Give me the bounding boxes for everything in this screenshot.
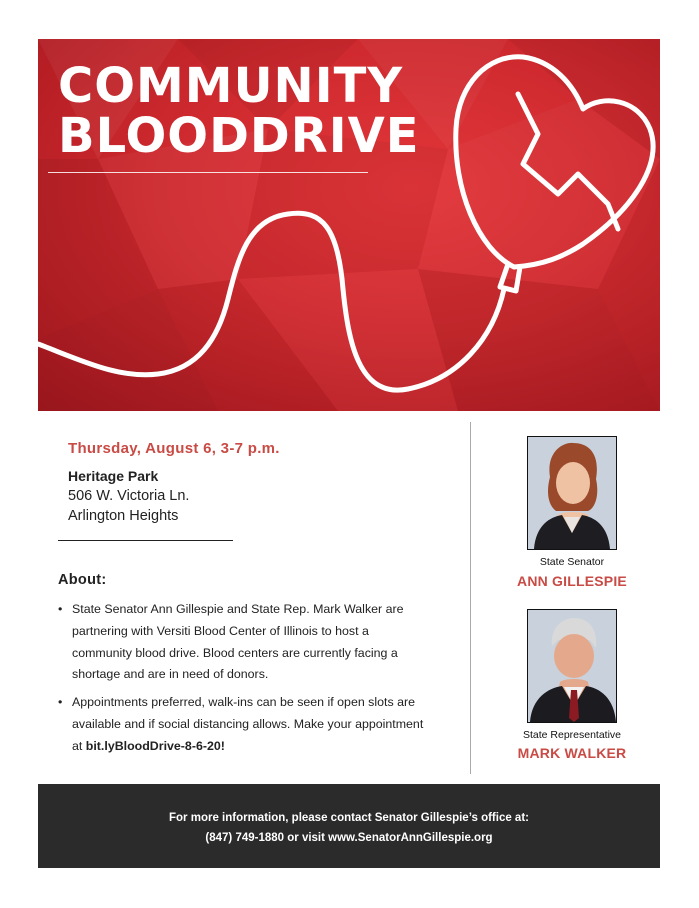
section-divider [58, 540, 233, 541]
event-date: Thursday, August 6, 3-7 p.m. [68, 440, 280, 457]
footer-line1: For more information, please contact Senator Gillespie’s office at: [169, 812, 529, 824]
about-bullet-2: Appointments preferred, walk-ins can be seen if open slots are available and if social distancing allows. Make your appointment at [72, 695, 424, 753]
event-address-line2: Arlington Heights [68, 508, 179, 524]
person-role: State Senator [539, 556, 605, 568]
column-divider [470, 422, 471, 774]
event-venue: Heritage Park [68, 468, 159, 484]
list-item [58, 599, 428, 686]
list-item [58, 692, 428, 757]
appointment-link[interactable]: bit.lyBloodDrive-8-6-20 [85, 738, 221, 753]
person-portrait-icon [528, 437, 616, 549]
bullet-icon: • [58, 695, 63, 710]
hero-title-line1: COMMUNITY [58, 58, 404, 114]
footer-contact [38, 784, 660, 868]
senator-photo [527, 436, 617, 550]
about-list [58, 599, 428, 764]
person-name: ANN GILLESPIE [517, 573, 627, 589]
event-address-line1: 506 W. Victoria Ln. [68, 488, 190, 504]
about-heading: About: [58, 572, 107, 588]
person-role: State Representative [522, 729, 622, 741]
bullet-icon: • [58, 602, 63, 616]
person-name: MARK WALKER [517, 745, 627, 761]
appointment-link-suffix: ! [220, 738, 225, 753]
about-bullet-1: State Senator Ann Gillespie and State Rep. Mark Walker are partnering with Versiti Blood Center of Illinois to host a community blood drive. Blood centers are currently facing a shortage and are in need of donors. [72, 602, 404, 682]
person-portrait-icon [528, 610, 616, 722]
heart-blood-bag-icon [38, 39, 660, 411]
footer-line2: (847) 749-1880 or visit www.SenatorAnnGillespie.org [205, 832, 493, 844]
representative-photo [527, 609, 617, 723]
hero-banner [38, 39, 660, 411]
hero-title-line2: BLOODDRIVE [58, 108, 420, 164]
